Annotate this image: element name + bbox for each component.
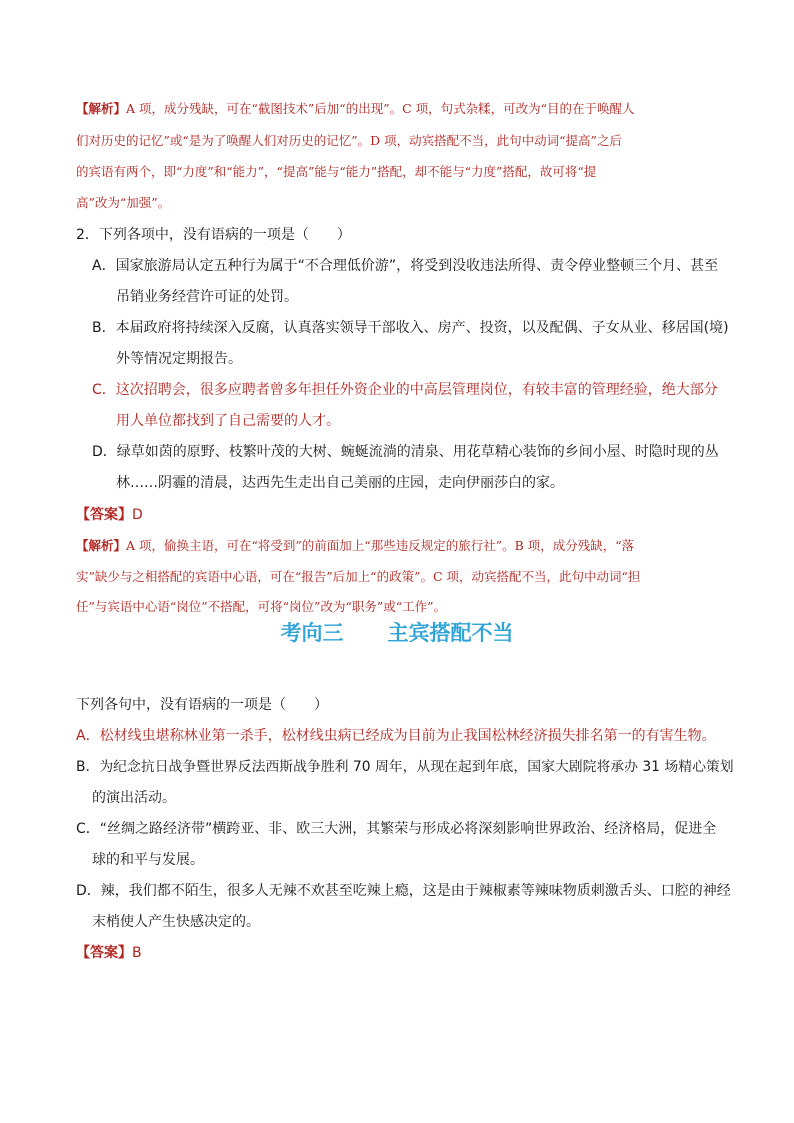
q2-analysis-line1: 【解析】A 项，偷换主语，可在“将受到”的前面加上“那些违反规定的旅行社”。B 项，成分残缺，“落: [76, 538, 635, 553]
analysis1-line4: 高”改为“加强”。: [76, 195, 171, 210]
q3-answer: 【答案】B: [76, 945, 142, 961]
q2-option-a-line1: A．国家旅游局认定五种行为属于“不合理低价游”，将受到没收违法所得、责令停业整顿三个月、甚至: [92, 258, 719, 274]
q2-option-d-line2: 林……阴霾的清晨，达西先生走出自己美丽的庄园，走向伊丽莎白的家。: [116, 475, 564, 491]
section-label: 考向三: [280, 621, 344, 645]
q3-option-b-line2: 的演出活动。: [92, 790, 176, 806]
q2-analysis-line3: 任”与宾语中心语“岗位”不搭配，可将“岗位”改为“职务”或“工作”。: [76, 599, 447, 614]
section-title: 主宾搭配不当: [387, 621, 514, 645]
analysis-tag: 【解析】: [76, 101, 127, 116]
q2-option-b-line1: B．本届政府将持续深入反腐，认真落实领导干部收入、房产、投资，以及配偶、子女从业、移居国(境): [92, 320, 729, 336]
analysis1-line2: 们对历史的记忆”或“是为了唤醒人们对历史的记忆”。D 项，动宾搭配不当，此句中动词“提高”之后: [76, 133, 622, 148]
q2-option-b-line2: 外等情况定期报告。: [116, 351, 242, 367]
q2-analysis-line2: 实”缺少与之相搭配的宾语中心语，可在“报告”后加上“的政策”。C 项，动宾搭配不当，此句中动词“担: [76, 569, 641, 584]
q2-option-c-line1: C．这次招聘会，很多应聘者曾多年担任外资企业的中高层管理岗位，有较丰富的管理经验，绝大部分: [92, 382, 718, 398]
q3-option-a: A．松材线虫堪称林业第一杀手，松材线虫病已经成为目前为止我国松林经济损失排名第一的有害生物。: [76, 728, 716, 744]
q2-option-d-line1: D．绿草如茵的原野、枝繁叶茂的大树、蜿蜒流淌的清泉、用花草精心装饰的乡间小屋、时隐时现的丛: [92, 444, 719, 460]
analysis1-line1: 【解析】A 项，成分残缺，可在“截图技术”后加“的出现”。C 项，句式杂糅，可改为“目的在于唤醒人: [76, 101, 635, 116]
q3-option-c-line1: C．“丝绸之路经济带”横跨亚、非、欧三大洲，其繁荣与形成必将深刻影响世界政治、经济格局，促进全: [76, 821, 717, 837]
q3-option-c-line2: 球的和平与发展。: [92, 852, 204, 868]
q2-answer: 【答案】D: [76, 507, 143, 523]
q3-stem: 下列各句中，没有语病的一项是（ ）: [76, 697, 328, 713]
q3-option-d-line1: D．辣，我们都不陌生，很多人无辣不欢甚至吃辣上瘾，这是由于辣椒素等辣味物质刺激舌头、口腔的神经: [76, 883, 731, 899]
q2-option-a-line2: 吊销业务经营许可证的处罚。: [116, 289, 298, 305]
q3-option-d-line2: 末梢使人产生快感决定的。: [92, 914, 260, 930]
section-heading: [0, 618, 794, 648]
q3-option-b-line1: B．为纪念抗日战争暨世界反法西斯战争胜利 70 周年，从现在起到年底，国家大剧院将承办 31 场精心策划: [76, 759, 734, 775]
analysis1-line3: 的宾语有两个，即“力度”和“能力”，“提高”能与“能力”搭配，却不能与“力度”搭配，故可将“提: [76, 164, 597, 179]
q2-option-c-line2: 用人单位都找到了自己需要的人才。: [116, 413, 340, 429]
q2-stem: 2．下列各项中，没有语病的一项是（ ）: [76, 227, 351, 243]
